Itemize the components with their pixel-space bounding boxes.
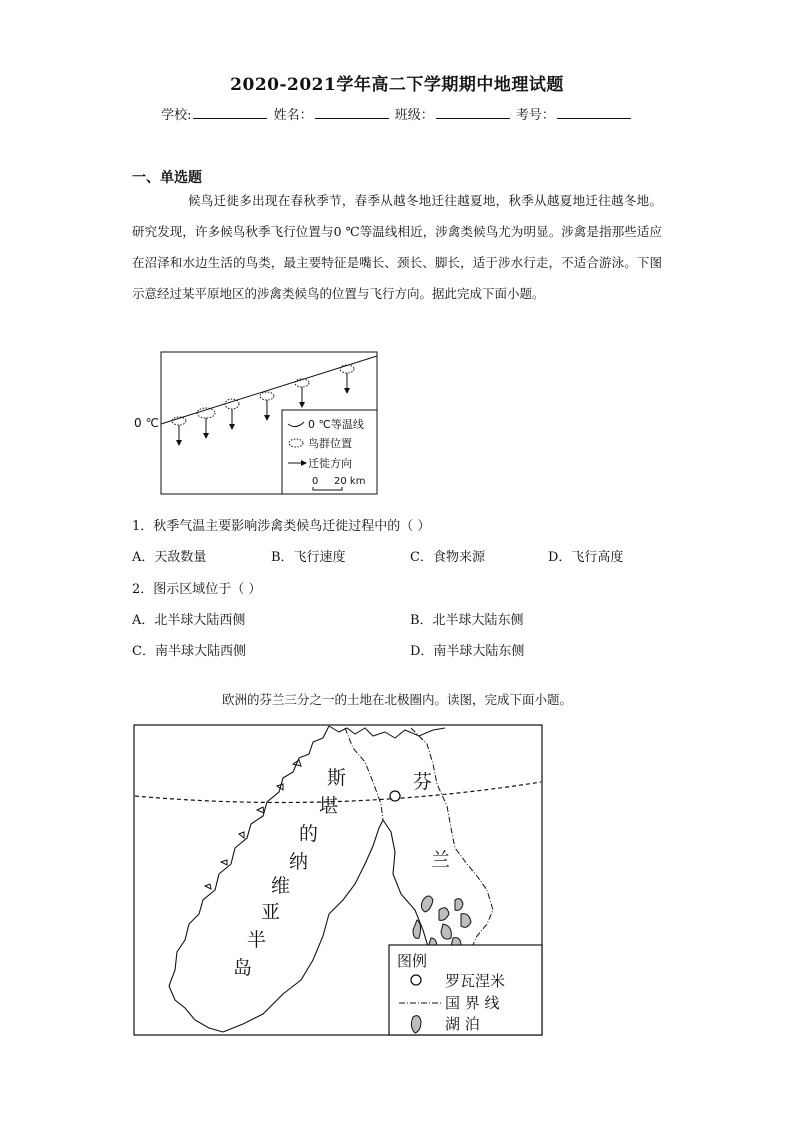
- question-1-stem: 1．秋季气温主要影响涉禽类候鸟迁徙过程中的（ ）: [132, 519, 431, 534]
- question-2-stem: 2．图示区域位于（ ）: [132, 582, 262, 597]
- passage-finland: 欧洲的芬兰三分之一的土地在北极圈内。读图，完成下面小题。: [221, 692, 572, 707]
- figure1-legend: [282, 410, 377, 494]
- student-info-line: [0, 104, 794, 123]
- question-1-option-a[interactable]: A．天敌数量: [132, 550, 207, 565]
- map-legend: [389, 945, 542, 1035]
- legend-title: 图例: [397, 952, 428, 970]
- label-peninsula-6: 亚: [261, 901, 281, 923]
- figure-bird-migration: [130, 348, 382, 498]
- name-label: 姓名：: [273, 108, 313, 123]
- figure-scandinavia-map: [133, 724, 545, 1038]
- label-peninsula-3: 的: [299, 823, 319, 845]
- question-1-option-c[interactable]: C．食物来源: [410, 550, 485, 565]
- scale-value-label: 20 km: [334, 476, 366, 487]
- section-title: 一、单选题: [132, 170, 202, 186]
- legend-bird-label: 鸟群位置: [308, 437, 352, 450]
- question-1-option-b[interactable]: B．飞行速度: [271, 550, 346, 565]
- legend-direction-label: 迁徙方向: [308, 457, 352, 470]
- bird-group: [260, 392, 274, 418]
- label-peninsula-5: 维: [271, 875, 291, 897]
- label-peninsula-2: 堪: [319, 795, 339, 817]
- question-1-option-d[interactable]: D．飞行高度: [548, 550, 624, 565]
- rovaniemi-marker: [390, 791, 400, 801]
- legend-lake-label: 湖 泊: [445, 1015, 480, 1033]
- number-label: 考号：: [515, 108, 555, 123]
- question-2-option-c[interactable]: C．南半球大陆西侧: [132, 644, 246, 659]
- legend-rovaniemi-label: 罗瓦涅米: [445, 972, 506, 990]
- bird-group: [295, 379, 309, 405]
- question-2-option-a[interactable]: A．北半球大陆西侧: [132, 613, 246, 628]
- scale-zero-label: 0: [312, 476, 319, 487]
- legend-rovaniemi-symbol: [411, 975, 421, 985]
- label-peninsula-1: 斯: [327, 767, 347, 789]
- label-peninsula-8: 岛: [233, 957, 253, 979]
- class-blank: [436, 106, 510, 119]
- label-finland-1: 芬: [413, 771, 433, 793]
- class-label: 班级：: [394, 108, 434, 123]
- bird-group: [172, 417, 186, 443]
- zero-degree-label: 0 ℃: [134, 416, 159, 430]
- number-blank: [557, 106, 631, 119]
- legend-isotherm-label: 0 ℃等温线: [308, 418, 364, 431]
- school-label: 学校:: [161, 108, 192, 123]
- school-blank: [193, 106, 267, 119]
- label-finland-2: 兰: [431, 849, 451, 871]
- legend-border-label: 国 界 线: [445, 994, 500, 1012]
- question-2-option-d[interactable]: D．南半球大陆东侧: [410, 644, 525, 659]
- label-peninsula-7: 半: [247, 929, 267, 951]
- passage-migratory-birds: 候鸟迁徙多出现在春秋季节，春季从越冬地迁往越夏地，秋季从越夏地迁往越冬地。研究发现，许多候鸟秋季飞行位置与0 ℃等温线相近，涉禽类候鸟尤为明显。涉禽是指那些适应在沼泽和水边生活的鸟类，最主要特征是嘴长、颈长、脚长，适于涉水行走，不适合游泳。下图示意经过某平原地区的涉禽类候鸟的位置与飞行方向。据此完成下面小题。: [132, 193, 662, 301]
- bird-group: [340, 365, 354, 391]
- page-title: 2020-2021学年高二下学期期中地理试题: [230, 75, 564, 95]
- question-2-option-b[interactable]: B．北半球大陆东侧: [410, 613, 524, 628]
- label-peninsula-4: 纳: [289, 851, 309, 873]
- name-blank: [315, 106, 389, 119]
